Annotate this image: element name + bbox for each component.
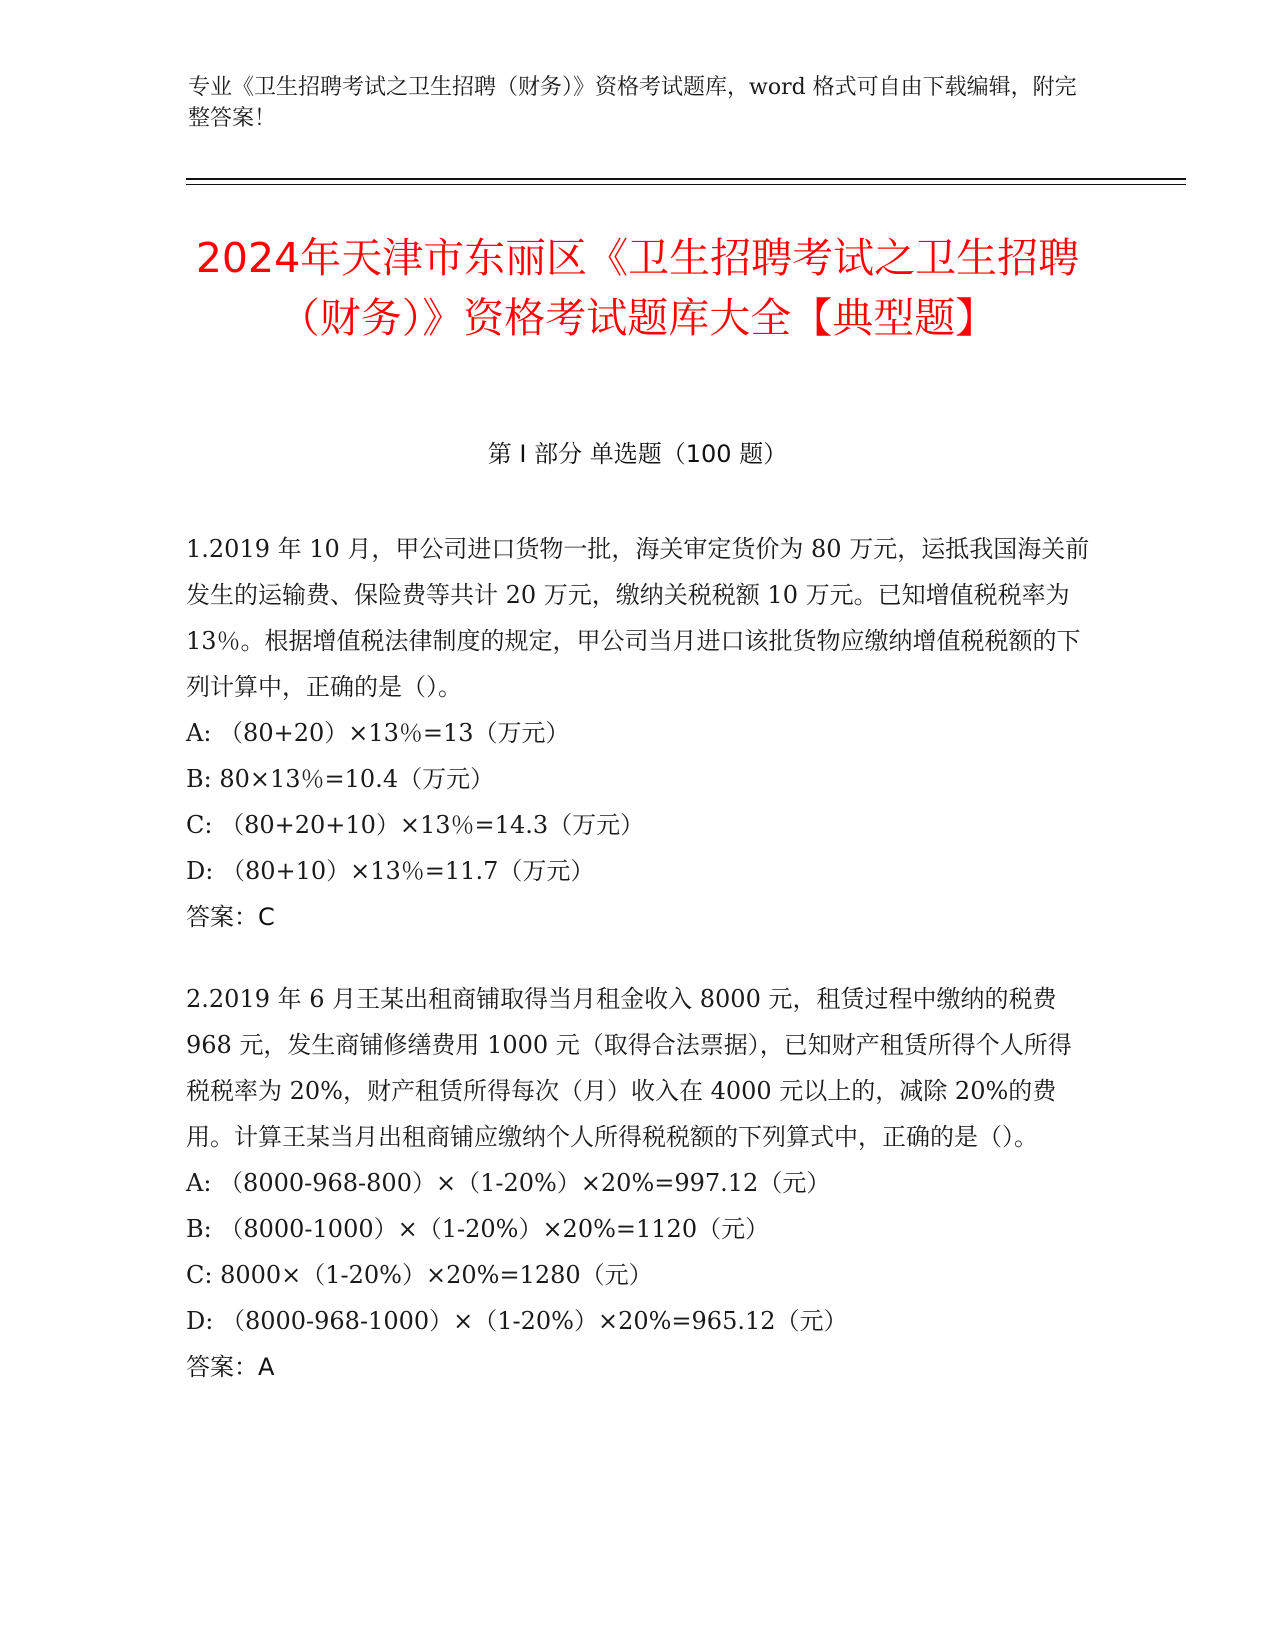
answer-line: 答案：C <box>186 903 275 931</box>
question-block <box>186 526 1091 940</box>
option-b: B: （8000-1000）×（1-20%）×20%=1120（元） <box>186 1215 770 1243</box>
option-c: C: 8000×（1-20%）×20%=1280（元） <box>186 1261 653 1289</box>
header-note: 专业《卫生招聘考试之卫生招聘（财务）》资格考试题库，word 格式可自由下载编辑，附完整答案！ <box>188 75 1077 131</box>
option-a: A: （80+20）×13％=13（万元） <box>186 719 570 747</box>
header-divider-thin <box>186 184 1186 185</box>
option-a: A: （8000-968-800）×（1-20%）×20%=997.12（元） <box>186 1169 831 1197</box>
question-stem: 2.2019 年 6 月王某出租商铺取得当月租金收入 8000 元，租赁过程中缴纳的税费 968 元，发生商铺修缮费用 1000 元（取得合法票据），已知财产租赁所得个人所得税税率为 20%，财产租赁所得每次（月）收入在 4000 元以上的，减除 20%的费用。计算王某当月出租商铺应缴纳个人所得税税额的下列算式中，正确的是（）。 <box>186 985 1072 1151</box>
option-d: D: （8000-968-1000）×（1-20%）×20%=965.12（元） <box>186 1307 848 1335</box>
header-divider-thick <box>186 178 1186 180</box>
option-d: D: （80+10）×13％=11.7（万元） <box>186 857 595 885</box>
option-c: C: （80+20+10）×13％=14.3（万元） <box>186 811 645 839</box>
question-stem: 1.2019 年 10 月，甲公司进口货物一批，海关审定货价为 80 万元，运抵我国海关前发生的运输费、保险费等共计 20 万元，缴纳关税税额 10 万元。已知增值税税率为 13％。根据增值税法律制度的规定，甲公司当月进口该批货物应缴纳增值税税额的下列计算中，正确的是（）。 <box>186 535 1090 701</box>
document-title: 2024年天津市东丽区《卫生招聘考试之卫生招聘（财务）》资格考试题库大全【典型题】 <box>195 234 1080 342</box>
option-b: B: 80×13％=10.4（万元） <box>186 765 495 793</box>
section-title: 第 I 部分 单选题（100 题） <box>487 440 788 468</box>
question-block <box>186 976 1091 1390</box>
answer-line: 答案：A <box>186 1353 275 1381</box>
